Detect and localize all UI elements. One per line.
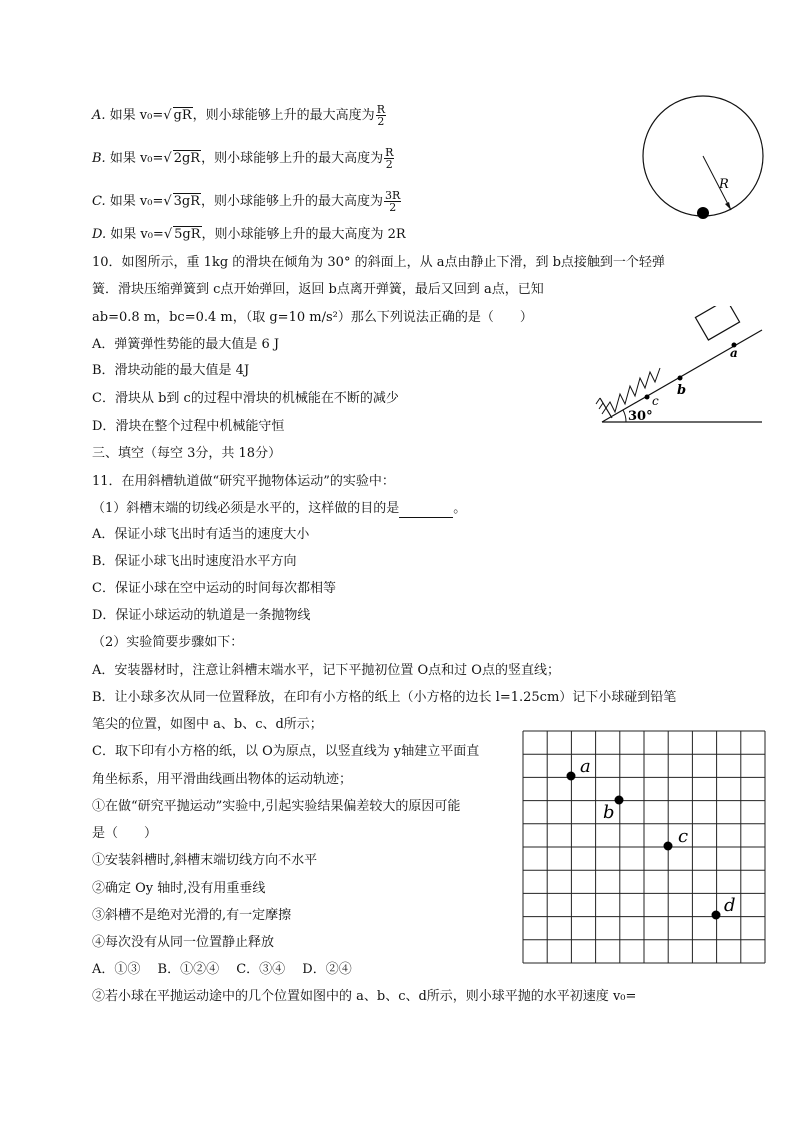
q9-option-d: D. 如果 v₀=√ 5gR，则小球能够上升的最大高度为 2R [92,227,406,242]
radicand: 3gR [173,194,201,209]
option-text: 如果 v₀= [105,108,164,123]
q9-option-a: A. 如果 v₀=√ gR，则小球能够上升的最大高度为 $\frac{R}{2}$ [92,103,385,128]
fraction-den: 2 [377,115,385,128]
q11-part2: （2）实验简要步骤如下： [92,635,244,650]
grid-label-b: b [603,802,615,823]
q11-step-b-2: 笔尖的位置，如图中 a、b、c、d所示； [92,717,323,732]
q10-stem-1: 10．如图所示，重 1kg 的滑块在倾角为 30° 的斜面上，从 a点由静止下滑，到 b点接触到一个轻弹 [92,255,665,270]
q10-stem-3: ab=0.8 m，bc=0.4 m，（取 g=10 m/s²）那么下列说法正确的是（ ） [92,310,533,325]
q10-option-b: B．滑块动能的最大值是 4J [92,363,250,378]
q11-part1 [92,500,466,518]
option-text: ，则小球能够上升的最大高度为 [201,151,384,166]
q11-step-c-2: 角坐标系，用平滑曲线画出物体的运动轨迹； [92,772,353,787]
q11-p1-option-d: D．保证小球运动的轨道是一条抛物线 [92,608,311,623]
grid-lines [523,731,765,963]
fraction [384,147,394,170]
option-text: 如果 v₀= [106,227,164,242]
option-text: ，则小球能够上升的最大高度为 [201,194,384,209]
q10-stem-2: 簧．滑块压缩弹簧到 c点开始弹回，返回 b点离开弹簧，最后又回到 a点，已知 [92,282,544,297]
fraction-den: 2 [385,158,393,171]
grid-label-d: d [724,895,736,916]
option-text: ，则小球能够上升的最大高度为 [192,108,375,123]
option-text: 如果 v₀= [105,194,164,209]
q10-option-c: C．滑块从 b到 c的过程中滑块的机械能在不断的减少 [92,391,399,406]
option-letter: A. [92,108,106,123]
q11-reason-4: ④每次没有从同一位置静止释放 [92,935,275,950]
radius-label: R [719,177,729,192]
point-b [678,376,683,381]
ball [697,207,709,219]
angle-arc [623,410,626,422]
fraction-num: R [385,146,394,159]
label-a: a [730,346,738,360]
section-3-heading: 三、填空（每空 3分，共 18分） [92,446,282,461]
point-d-dot [712,911,721,920]
q10-option-d: D．滑块在整个过程中机械能守恒 [92,419,285,434]
label-b: b [677,383,687,398]
period: 。 [453,501,467,516]
option-letter: C. [92,194,106,209]
q11-reason-1: ①安装斜槽时,斜槽末端切线方向不水平 [92,853,318,868]
slider-block [695,306,739,340]
q9-option-b: B. 如果 v₀=√ 2gR，则小球能够上升的最大高度为 $\frac{R}{2}$ [92,146,394,171]
fraction-den: 2 [389,201,397,214]
q9-option-c: C. 如果 v₀=√ 3gR，则小球能够上升的最大高度为 $\frac{3R}{2}$ [92,189,401,214]
q11-choices: A．①③ B．①②④ C．③④ D．②④ [92,962,352,977]
q11-step-c-1: C．取下印有小方格的纸，以 O为原点，以竖直线为 y轴建立平面直 [92,744,480,759]
point-b-dot [615,796,624,805]
q11-sub2: ②若小球在平抛运动途中的几个位置如图中的 a、b、c、d所示，则小球平抛的水平初速度 v₀= [92,989,637,1004]
point-a-dot [567,772,576,781]
radicand: gR [173,108,192,123]
q11-reason-2: ②确定 Oy 轴时,没有用重垂线 [92,881,266,896]
q11-step-a: A．安装器材时，注意让斜槽末端水平，记下平抛初位置 O点和过 O点的竖直线； [92,663,560,678]
q11-title: 11．在用斜槽轨道做“研究平抛物体运动”的实验中： [92,474,395,489]
q11-step-b-1: B．让小球多次从同一位置释放，在印有小方格的纸上（小方格的边长 l=1.25cm）记下小球碰到铅笔 [92,690,677,705]
option-text: ，则小球能够上升的最大高度为 2R [201,227,406,242]
q11-sub1-line2: 是（ ） [92,826,158,841]
part1-text: （1）斜槽末端的切线必须是水平的，这样做的目的是 [92,501,400,516]
grid-label-c: c [678,826,689,847]
q11-p1-option-a: A．保证小球飞出时有适当的速度大小 [92,527,310,542]
q11-p1-option-b: B．保证小球飞出时速度沿水平方向 [92,554,297,569]
fraction [376,104,386,127]
radius-arrowhead [725,202,731,210]
option-letter: B. [92,151,106,166]
q10-option-a: A．弹簧弹性势能的最大值是 6 J [92,337,280,352]
point-c-dot [664,842,673,851]
option-text: 如果 v₀= [105,151,164,166]
q11-p1-option-c: C．保证小球在空中运动的时间每次都相等 [92,581,336,596]
fraction-num: R [376,103,385,116]
radicand: 2gR [173,151,201,166]
fraction-num: 3R [385,189,401,202]
grid-figure [522,730,766,964]
radicand: 5gR [174,227,201,242]
q11-reason-3: ③斜槽不是绝对光滑的,有一定摩擦 [92,908,292,923]
circle-track-figure [640,92,768,224]
fraction [384,190,401,213]
angle-label: 30° [628,409,653,424]
incline-figure [590,306,770,430]
q11-sub1-line1: ①在做“研究平抛运动”实验中,引起实验结果偏差较大的原因可能 [92,799,461,814]
incline-surface [602,330,762,422]
option-letter: D. [92,227,107,242]
label-c: c [652,394,659,408]
answer-blank[interactable] [399,504,453,518]
grid-label-a: a [580,756,591,777]
point-c [645,395,650,400]
